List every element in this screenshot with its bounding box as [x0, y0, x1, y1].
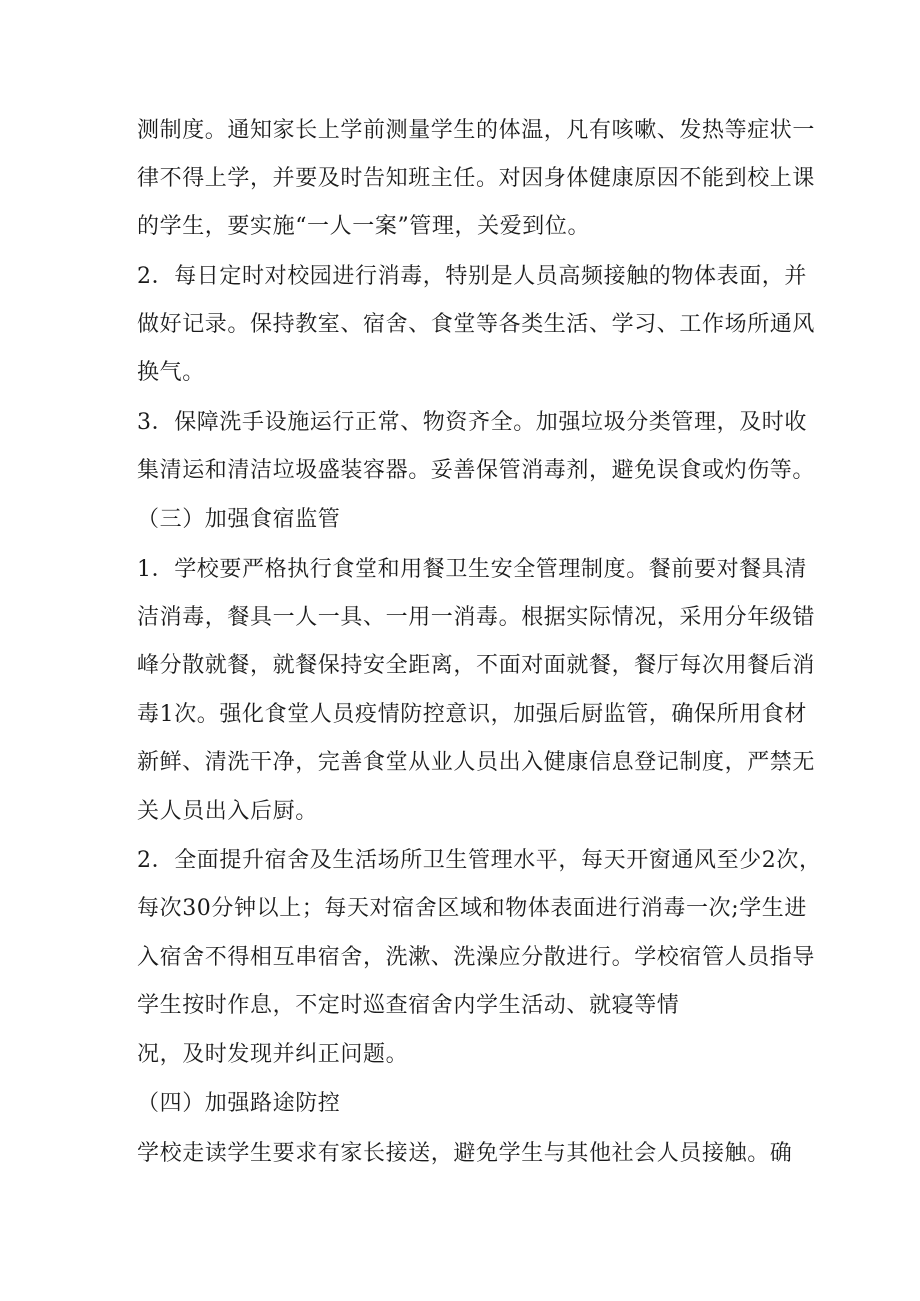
- text-line: 做好记录。保持教室、宿舍、食堂等各类生活、学习、工作场所通风: [137, 312, 816, 337]
- text-line: 律不得上学，并要及时告知班主任。对因身体健康原因不能到校上课: [137, 166, 816, 191]
- text-line: 每次30分钟以上；每天对宿舍区域和物体表面进行消毒一次;学生进: [137, 896, 808, 921]
- text-line: 学校走读学生要求有家长接送，避免学生与其他社会人员接触。确: [137, 1141, 793, 1166]
- text-line: 2．全面提升宿舍及生活场所卫生管理水平，每天开窗通风至少2次，: [137, 848, 822, 873]
- text-line: 毒1次。强化食堂人员疫情防控意识，加强后厨监管，确保所用食材: [137, 702, 807, 727]
- text-line: 的学生，要实施“一人一案”管理，关爱到位。: [137, 214, 591, 239]
- section-heading: （四）加强路途防控: [137, 1091, 341, 1116]
- text-line: 3．保障洗手设施运行正常、物资齐全。加强垃圾分类管理，及时收: [137, 410, 807, 435]
- text-line: 换气。: [137, 360, 205, 385]
- text-line: 关人员出入后厨。: [137, 799, 318, 824]
- text-line: 峰分散就餐，就餐保持安全距离，不面对面就餐，餐厅每次用餐后消: [137, 653, 816, 678]
- text-line: 洁消毒，餐具一人一具、一用一消毒。根据实际情况，采用分年级错: [137, 605, 816, 630]
- section-heading: （三）加强食宿监管: [137, 507, 341, 532]
- text-line: 2．每日定时对校园进行消毒，特别是人员高频接触的物体表面，并: [137, 264, 807, 289]
- text-line: 1．学校要严格执行食堂和用餐卫生安全管理制度。餐前要对餐具清: [137, 557, 807, 582]
- text-line: 集清运和清洁垃圾盛装容器。妥善保管消毒剂，避免误食或灼伤等。: [137, 458, 816, 483]
- text-line: 学生按时作息，不定时巡查宿舍内学生活动、就寝等情: [137, 993, 680, 1018]
- text-line: 况，及时发现并纠正问题。: [137, 1042, 409, 1067]
- text-line: 新鲜、清洗干净，完善食堂从业人员出入健康信息登记制度，严禁无: [137, 750, 816, 775]
- text-line: 测制度。通知家长上学前测量学生的体温，凡有咳嗽、发热等症状一: [137, 118, 816, 143]
- text-line: 入宿舍不得相互串宿舍，洗漱、洗澡应分散进行。学校宿管人员指导: [137, 945, 816, 970]
